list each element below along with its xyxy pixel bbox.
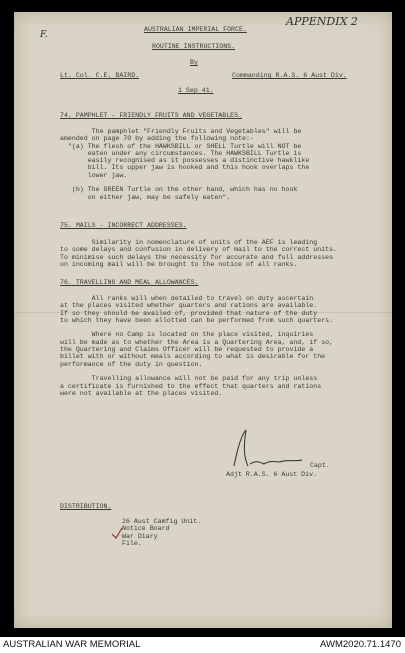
signature-rank: Capt. (310, 462, 330, 469)
footer-accession: AWM2020.71.1470 (320, 639, 401, 650)
archive-footer (0, 637, 405, 653)
handwritten-signature (224, 426, 314, 474)
item-75-heading: 75. MAILS - INCORRECT ADDRESSES. (60, 222, 187, 229)
check-mark-icon (110, 526, 124, 540)
document-subtitle: ROUTINE INSTRUCTIONS. (152, 43, 236, 50)
footer-source: AUSTRALIAN WAR MEMORIAL (3, 639, 141, 650)
item-74-heading: 74. PAMPHLET - FRIENDLY FRUITS AND VEGETABLES. (60, 112, 243, 119)
author-name: Lt. Col. C.E. BAIRD. (60, 72, 140, 79)
item-74-body: The pamphlet "Friendly Fruits and Vegetables" will be amended on page 70 by adding the following note:- "(a) The flesh of the HAWKSBILL or SHELL Turtle will NOT be eaten under any circumstances. The HAWKSBILL Turtle is easily recognised as it possesses a distinctive hawklike bill. Its upper jaw is hooked and this hook overlaps the lower jaw. (b) The GREEN Turtle on the other hand, which has no hook on either jaw, may be safely eaten". (60, 128, 310, 201)
item-75-body: Similarity in nomenclature of units of the AEF is leading to some delays and confusion in delivery of mail to the correct units. To minimise such delays the necessity for accurate and full addresses on incoming mail will be brought to the notice of all ranks. (60, 239, 337, 268)
document-date: 1 Sep 41. (178, 87, 214, 94)
appendix-label: APPENDIX 2 (286, 15, 358, 28)
distribution-label: DISTRIBUTION. (60, 503, 112, 510)
corner-mark: F. (40, 30, 48, 40)
item-76-body: All ranks will when detailed to travel on duty ascertain at the places visited whether quarters and rations are available. If so they should be availed of, provided that nature of the duty to which they have been allotted can be performed from such quarters. Where no Camp is located on the place visited, inquiries will be made as to whether the Area is a Quartering Area, and, if so, the Quartering and Claims Officer will be requested to provide a billet with or without meals according to what is desirable for the performance of the duty in question. Travelling allowance will not be paid for any trip unless a certificate is furnished to the effect that quarters and rations were not available at the places visited. (60, 295, 334, 397)
author-role: Commanding R.A.S. 6 Aust Div. (232, 72, 347, 79)
signature-title: Adjt R.A.S. 6 Aust Div. (226, 471, 318, 478)
document-title: AUSTRALIAN IMPERIAL FORCE. (144, 26, 247, 33)
by-label: By (190, 59, 198, 66)
document-page (14, 12, 392, 628)
distribution-list: 26 Aust Camfig Unit. Notice Board War Diary File. (122, 518, 202, 547)
item-76-heading: 76. TRAVELLING AND MEAL ALLOWANCES. (60, 279, 199, 286)
